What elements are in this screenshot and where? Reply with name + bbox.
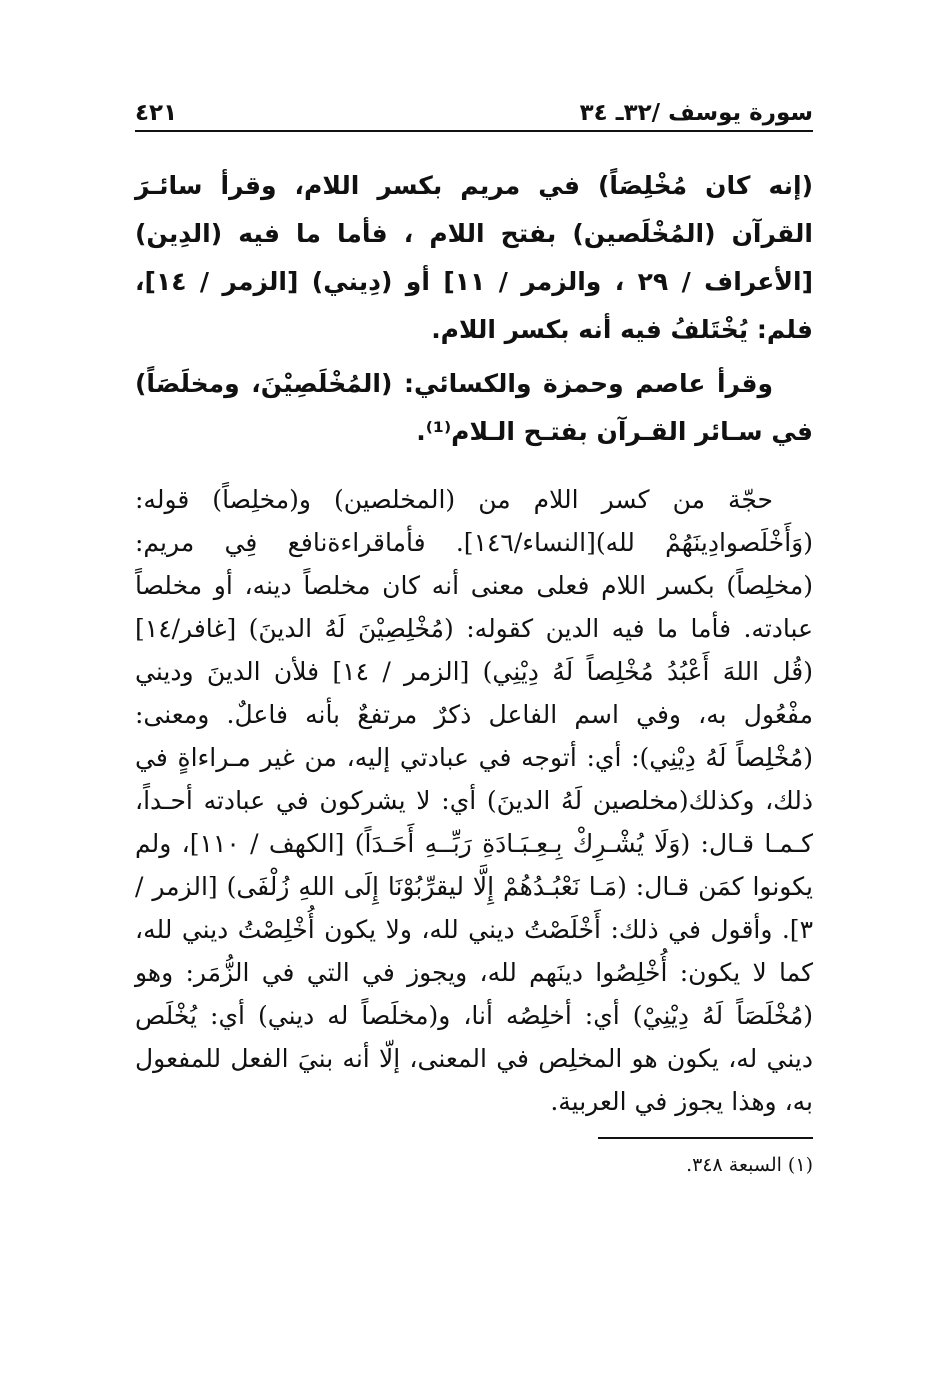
page-number: ٤٢١ [135, 100, 178, 126]
footnote: (١) السبعة ٣٤٨. [686, 1154, 813, 1176]
surah-title: سورة يوسف /٣٢ـ ٣٤ [579, 100, 813, 126]
paragraph-reading-variants: (إنه كان مُخْلِصَاً) في مريم بكسر اللام، وقرأ سائـرَ القرآن (المُخْلَصين) بفتح اللام ، فأما ما فيه (الدِين) [الأعراف / ٢٩ ، والزمر / ١١] أو (دِيني) [الزمر / ١٤]، فلم: يُخْتَلفُ فيه أنه بكسر اللام. [135, 171, 813, 344]
page [135, 88, 813, 1179]
paragraph-argument: حجّة من كسر اللام من (المخلصين) و(مخلِصاً) قوله: (وَأَخْلَصوادِينَهُمْ لله)[النساء/١٤٦]. فأماقراءةنافع فِي مريم: (مخلِصاً) بكسر اللام فعلى معنى أنه كان مخلصاً دينه، أو مخلصاً عبادته. فأما ما فيه الدين كقوله: (مُخْلِصِيْنَ لَهُ الدينَ) [غافر/١٤] (قُل اللهَ أَعْبُدُ مُخْلِصاً لَهُ دِيْنِي) [الزمر / ١٤] فلأن الدينَ وديني مفْعُول به، وفي اسم الفاعل ذكرٌ مرتفعٌ بأنه فاعلٌ. ومعنى: (مُخْلِصاً لَهُ دِيْنِي): أي: أتوجه في عبادتي إليه، من غير مـراءاةٍ في ذلك، وكذلك(مخلصين لَهُ الدينَ) أي: لا يشركون في عبادته أحـداً، كـمـا قـال: (وَلَا يُشْـرِكْ بِـعِـبَـادَةِ رَبِّــهِ أَحَـدَاً) [الكهف / ١١٠]، ولم يكونوا كمَن قـال: (مَـا نَعْبُـدُهُمْ إِلَّا ليقرِّبُوْنَا إِلَى اللهِ زُلْفَى) [الزمر / ٣]. وأقول في ذلك: أَخْلَصْتُ ديني لله، ولا يكون أُخْلِصْتُ ديني لله، كما لا يكون: أُخْلِصُوا دينَهم لله، ويجوز في التي في الزُّمَر: وهو (مُخْلَصَاً لَهُ دِيْنِيْ) أي: أخلِصُه أنا، و(مخلَصاً له ديني) أي: يُخْلَص ديني له، يكون هو المخلِص في المعنى، إلّا أنه بنيَ الفعل للمفعول به، وهذا يجوز في العربية. [135, 485, 814, 1116]
running-header [135, 88, 813, 132]
footnote-divider [598, 1137, 813, 1139]
paragraph-readers: وقرأ عاصم وحمزة والكسائي: (المُخْلَصِيْنَ، ومخلَصَاً) في سـائر القـرآن بفتـح الـلام⁽¹⁾. [135, 369, 813, 446]
